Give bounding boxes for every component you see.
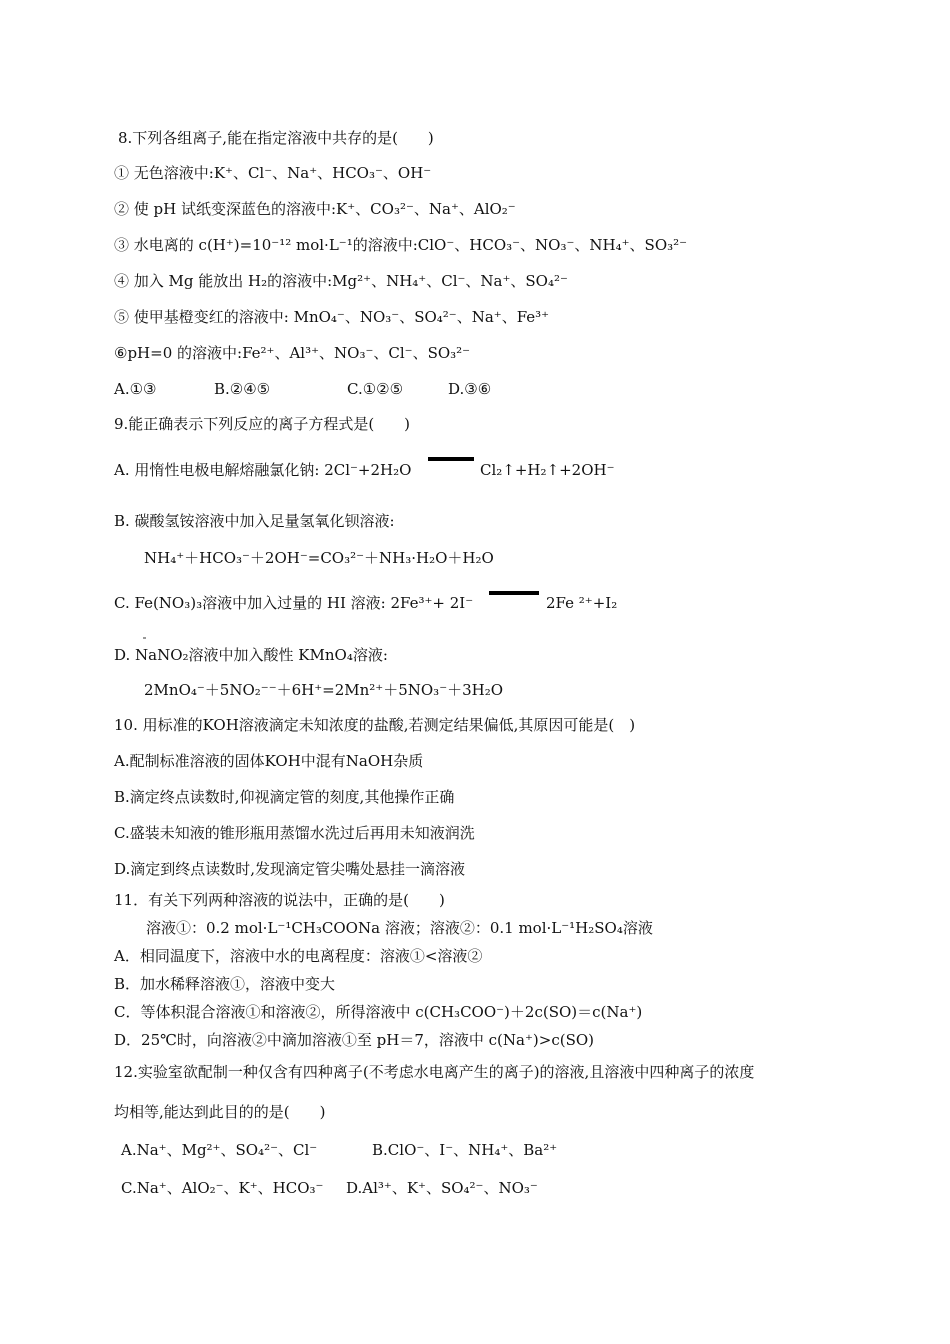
q9-option-d-equation: 2MnO₄⁻＋5NO₂⁻⁻＋6H⁺=2Mn²⁺＋5NO₃⁻＋3H₂O: [144, 681, 504, 699]
q11-stem: 11．有关下列两种溶液的说法中，正确的是( ): [114, 891, 445, 909]
q12-stem-line-1: 12.实验室欲配制一种仅含有四种离子(不考虑水电离产生的离子)的溶液,且溶液中四种离子的浓度: [114, 1063, 755, 1081]
equation-arrow-bar: [489, 591, 539, 595]
q8-choice-b: B.②④⑤: [214, 380, 271, 398]
q11-option-a: A．相同温度下，溶液中水的电离程度：溶液①<溶液②: [114, 947, 483, 965]
q10-stem: 10. 用标准的KOH溶液滴定未知浓度的盐酸,若测定结果偏低,其原因可能是( ): [114, 716, 636, 734]
q9-option-b-label: B. 碳酸氢铵溶液中加入足量氢氧化钡溶液:: [114, 512, 395, 530]
q12-option-b: B.ClO⁻、I⁻、NH₄⁺、Ba²⁺: [372, 1141, 558, 1159]
q8-option-6: ⑥pH=0 的溶液中:Fe²⁺、Al³⁺、NO₃⁻、Cl⁻、SO₃²⁻: [114, 344, 471, 362]
q9-option-a-left: A. 用惰性电极电解熔融氯化钠: 2Cl⁻+2H₂O: [114, 461, 412, 479]
q8-option-2: ② 使 pH 试纸变深蓝色的溶液中:K⁺、CO₃²⁻、Na⁺、AlO₂⁻: [114, 200, 516, 218]
q8-choice-a: A.①③: [114, 380, 157, 398]
q8-option-1: ① 无色溶液中:K⁺、Cl⁻、Na⁺、HCO₃⁻、OH⁻: [114, 164, 432, 182]
q12-option-d: D.Al³⁺、K⁺、SO₄²⁻、NO₃⁻: [346, 1179, 538, 1197]
q11-option-b: B．加水稀释溶液①，溶液中变大: [114, 975, 336, 993]
q10-option-b: B.滴定终点读数时,仰视滴定管的刻度,其他操作正确: [114, 788, 455, 806]
scan-speck: [143, 637, 146, 639]
q8-option-5: ⑤ 使甲基橙变红的溶液中: MnO₄⁻、NO₃⁻、SO₄²⁻、Na⁺、Fe³⁺: [114, 308, 550, 326]
q12-stem-line-2: 均相等,能达到此目的的是( ): [114, 1103, 326, 1121]
q9-option-d-label: D. NaNO₂溶液中加入酸性 KMnO₄溶液:: [114, 646, 388, 664]
q10-option-d: D.滴定到终点读数时,发现滴定管尖嘴处悬挂一滴溶液: [114, 860, 466, 878]
q10-option-a: A.配制标准溶液的固体KOH中混有NaOH杂质: [114, 752, 424, 770]
q9-stem: 9.能正确表示下列反应的离子方程式是( ): [114, 415, 411, 433]
q10-option-c: C.盛装未知液的锥形瓶用蒸馏水洗过后再用未知液润洗: [114, 824, 475, 842]
q12-option-c: C.Na⁺、AlO₂⁻、K⁺、HCO₃⁻: [121, 1179, 324, 1197]
q8-option-3: ③ 水电离的 c(H⁺)=10⁻¹² mol·L⁻¹的溶液中:ClO⁻、HCO₃⁻、NO₃⁻、NH₄⁺、SO₃²⁻: [114, 236, 688, 254]
q12-option-a: A.Na⁺、Mg²⁺、SO₄²⁻、Cl⁻: [121, 1141, 318, 1159]
q11-option-d: D．25℃时，向溶液②中滴加溶液①至 pH＝7，溶液中 c(Na⁺)>c(SO): [114, 1031, 594, 1049]
q9-option-c-right: 2Fe ²⁺+I₂: [546, 594, 618, 612]
q8-stem: 8.下列各组离子,能在指定溶液中共存的是( ): [118, 129, 434, 147]
q8-choice-c: C.①②⑤: [347, 380, 404, 398]
q9-option-a-right: Cl₂↑+H₂↑+2OH⁻: [480, 461, 615, 479]
q11-option-c: C．等体积混合溶液①和溶液②，所得溶液中 c(CH₃COO⁻)＋2c(SO)＝c(Na⁺): [114, 1003, 643, 1021]
equation-arrow-bar: [428, 457, 474, 461]
q11-solutions: 溶液①：0.2 mol·L⁻¹CH₃COONa 溶液；溶液②：0.1 mol·L⁻¹H₂SO₄溶液: [146, 919, 653, 937]
q9-option-c-left: C. Fe(NO₃)₃溶液中加入过量的 HI 溶液: 2Fe³⁺+ 2I⁻: [114, 594, 474, 612]
q8-option-4: ④ 加入 Mg 能放出 H₂的溶液中:Mg²⁺、NH₄⁺、Cl⁻、Na⁺、SO₄²⁻: [114, 272, 568, 290]
q8-choice-d: D.③⑥: [448, 380, 492, 398]
q9-option-b-equation: NH₄⁺＋HCO₃⁻＋2OH⁻=CO₃²⁻＋NH₃·H₂O＋H₂O: [144, 549, 494, 567]
